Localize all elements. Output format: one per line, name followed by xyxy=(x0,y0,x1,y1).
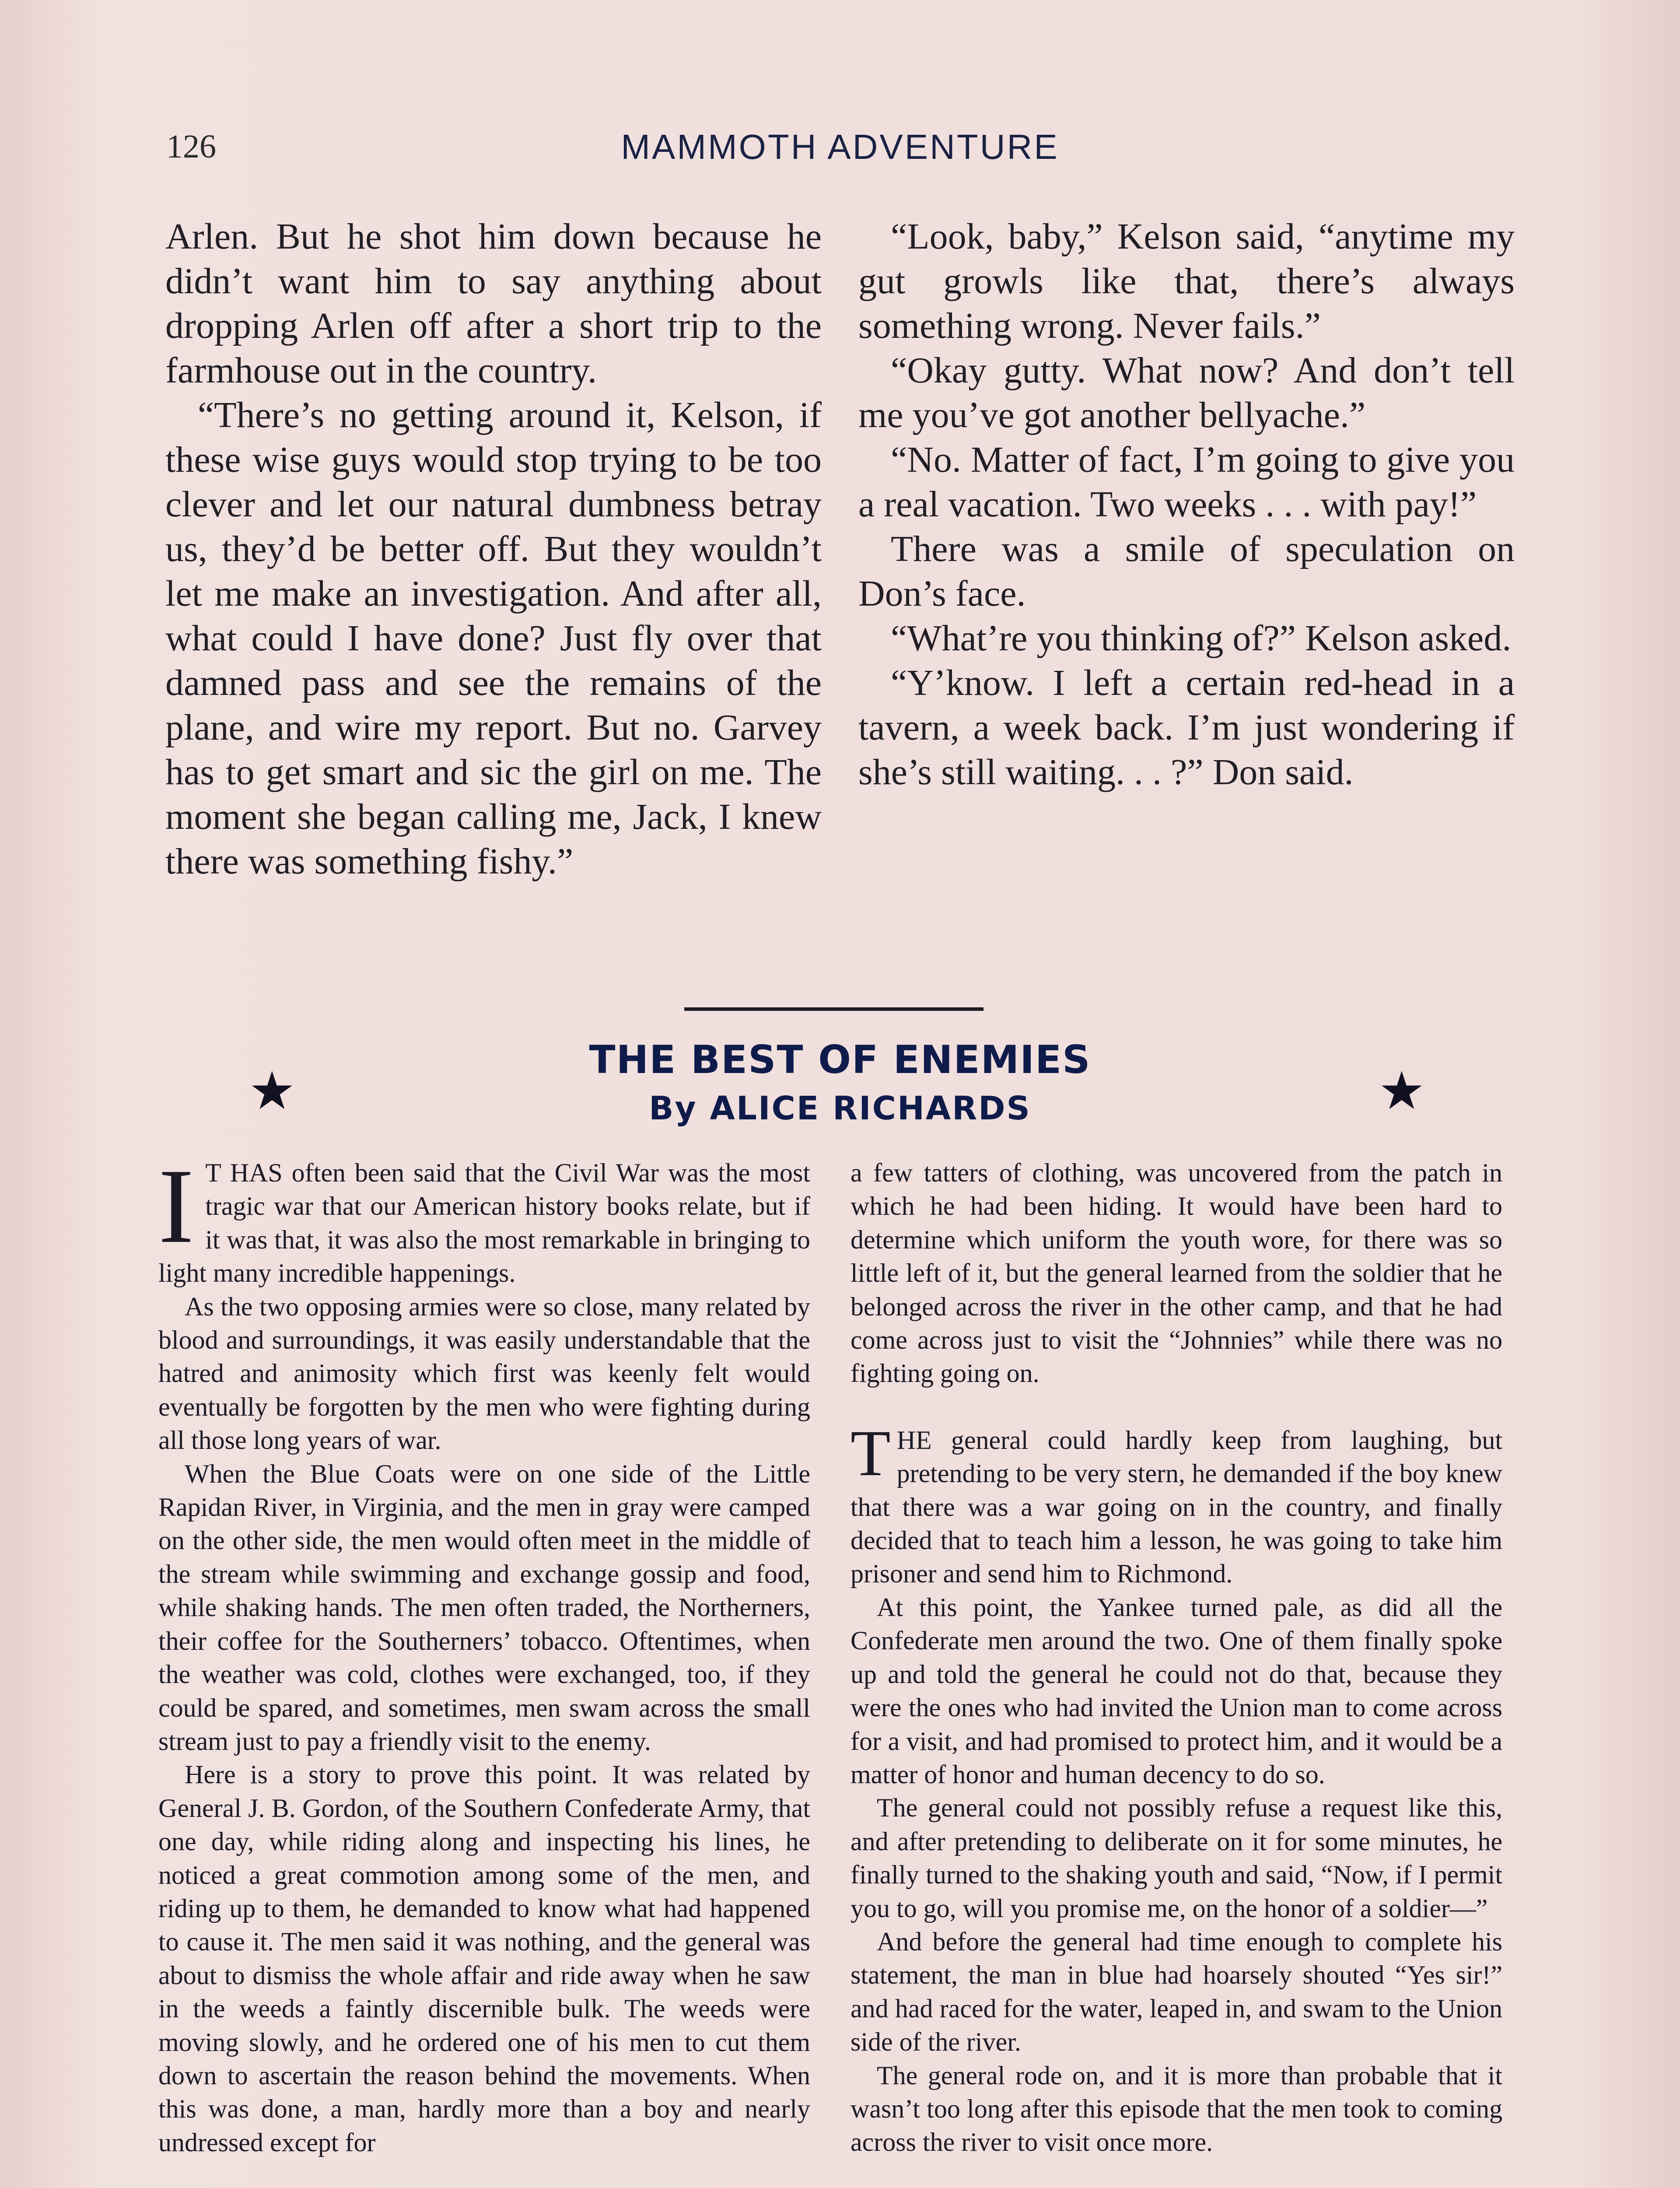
running-head: MAMMOTH ADVENTURE xyxy=(621,127,1059,166)
article-paragraph: At this point, the Yankee turned pale, as did all the Confederate men around the two. One of them finally spoke up and told the general he could not do that, because they were the ones who had invited the Union man to come across for a visit, and had promised to protect him, and it would be a matter of honor and human decency to do so. xyxy=(850,1592,1502,1789)
article-paragraph: As the two opposing armies were so close, many related by blood and surroundings, it was easily understandable that the hatred and animosity which first was keenly felt would eventually be forgotten by the men who were fighting during all those long years of war. xyxy=(158,1292,810,1455)
article-right-column xyxy=(850,1156,1502,2159)
top-story-paragraph: Arlen. But he shot him down because he didn’t want him to say anything about dropping Arlen off after a short trip to the farmhouse out in the country. xyxy=(165,216,822,391)
article-paragraph xyxy=(850,1417,1502,1591)
page-number: 126 xyxy=(166,128,216,165)
article-paragraph: When the Blue Coats were on one side of the Little Rapidan River, in Virginia, and the men in gray were camped on the other side, the men would often meet in the middle of the stream while swimming and exchange gossip and food, while shaking hands. The men often traded, the Northerners, their coffee for the Southerners’ tobacco. Oftentimes, when the weather was cold, clothes were exchanged, too, if they could be spared, and sometimes, men swam across the small stream just to pay a friendly visit to the enemy. xyxy=(158,1459,810,1756)
top-story-paragraph: “What’re you thinking of?” Kelson asked. xyxy=(891,618,1512,659)
top-story-right-column xyxy=(858,214,1515,795)
top-story-paragraph: “Look, baby,” Kelson said, “anytime my gut growls like that, there’s always something wrong. Never fails.” xyxy=(858,216,1515,346)
article-paragraph xyxy=(158,1147,810,1290)
top-story-paragraph: “There’s no getting around it, Kelson, if these wise guys would stop trying to be too clever and let our natural dumbness betray us, they’d be better off. But they wouldn’t let me make an investigation. And after all, what could I have done? Just fly over that damned pass and see the remains of the plane, and wire my report. But no. Garvey has to get smart and sic the girl on me. The moment she began calling me, Jack, I knew there was something fishy.” xyxy=(165,395,822,882)
top-story-left-column xyxy=(165,214,822,884)
drop-cap: T xyxy=(850,1417,891,1490)
drop-cap: I xyxy=(158,1147,194,1265)
star-icon: ★ xyxy=(1378,1061,1425,1122)
article-left-column xyxy=(158,1147,810,2159)
top-story-paragraph: “No. Matter of fact, I’m going to give you a real vacation. Two weeks . . . with pay!” xyxy=(858,439,1515,525)
top-story-paragraph: “Y’know. I left a certain red-head in a tavern, a week back. I’m just wondering if she’s still waiting. . . ?” Don said. xyxy=(858,663,1515,792)
article-paragraph: And before the general had time enough to complete his statement, the man in blue had hoarsely shouted “Yes sir!” and had raced for the water, leaped in, and swam to the Union side of the river. xyxy=(850,1927,1502,2057)
article-title: THE BEST OF ENEMIES xyxy=(589,1037,1091,1082)
top-story-paragraph: “Okay gutty. What now? And don’t tell me you’ve got another bellyache.” xyxy=(858,350,1515,435)
section-divider xyxy=(684,1007,984,1011)
article-byline: By ALICE RICHARDS xyxy=(649,1090,1031,1127)
article-opening-text: T HAS often been said that the Civil War was the most tragic war that our American history books relate, but if it was that, it was also the most remarkable in bringing to light many incredible happenings. xyxy=(158,1158,810,1288)
star-icon: ★ xyxy=(248,1061,296,1122)
article-paragraph: The general rode on, and it is more than probable that it wasn’t too long after this episode that the men took to coming across the river to visit once more. xyxy=(850,2061,1502,2157)
top-story-paragraph: There was a smile of speculation on Don’s face. xyxy=(858,529,1515,614)
article-paragraph: The general could not possibly refuse a request like this, and after pretending to deliberate on it for some minutes, he finally turned to the shaking youth and said, “Now, if I permit you to go, will you promise me, on the honor of a soldier—” xyxy=(850,1793,1502,1923)
article-section-text: HE general could hardly keep from laughing, but pretending to be very stern, he demanded if the boy knew that there was a war going on in the country, and finally decided that to teach him a lesson, he was going to take him prisoner and send him to Richmond. xyxy=(850,1425,1502,1588)
article-paragraph: Here is a story to prove this point. It was related by General J. B. Gordon, of the Southern Confederate Army, that one day, while riding along and inspecting his lines, he noticed a great commotion among some of the men, and riding up to them, he demanded to know what had happened to cause it. The men said it was nothing, and the general was about to dismiss the whole affair and ride away when he saw in the weeds a faintly discernible bulk. The weeds were moving slowly, and he ordered one of his men to cut them down to ascertain the reason behind the movements. When this was done, a man, hardly more than a boy and nearly undressed except for xyxy=(158,1760,810,2157)
article-paragraph: a few tatters of clothing, was uncovered from the patch in which he had been hiding. It would have been hard to determine which uniform the youth wore, for there was so little left of it, but the general learned from the soldier that he belonged across the river in the other camp, and that he had come across just to visit the “Johnnies” while there was no fighting going on. xyxy=(850,1158,1502,1388)
